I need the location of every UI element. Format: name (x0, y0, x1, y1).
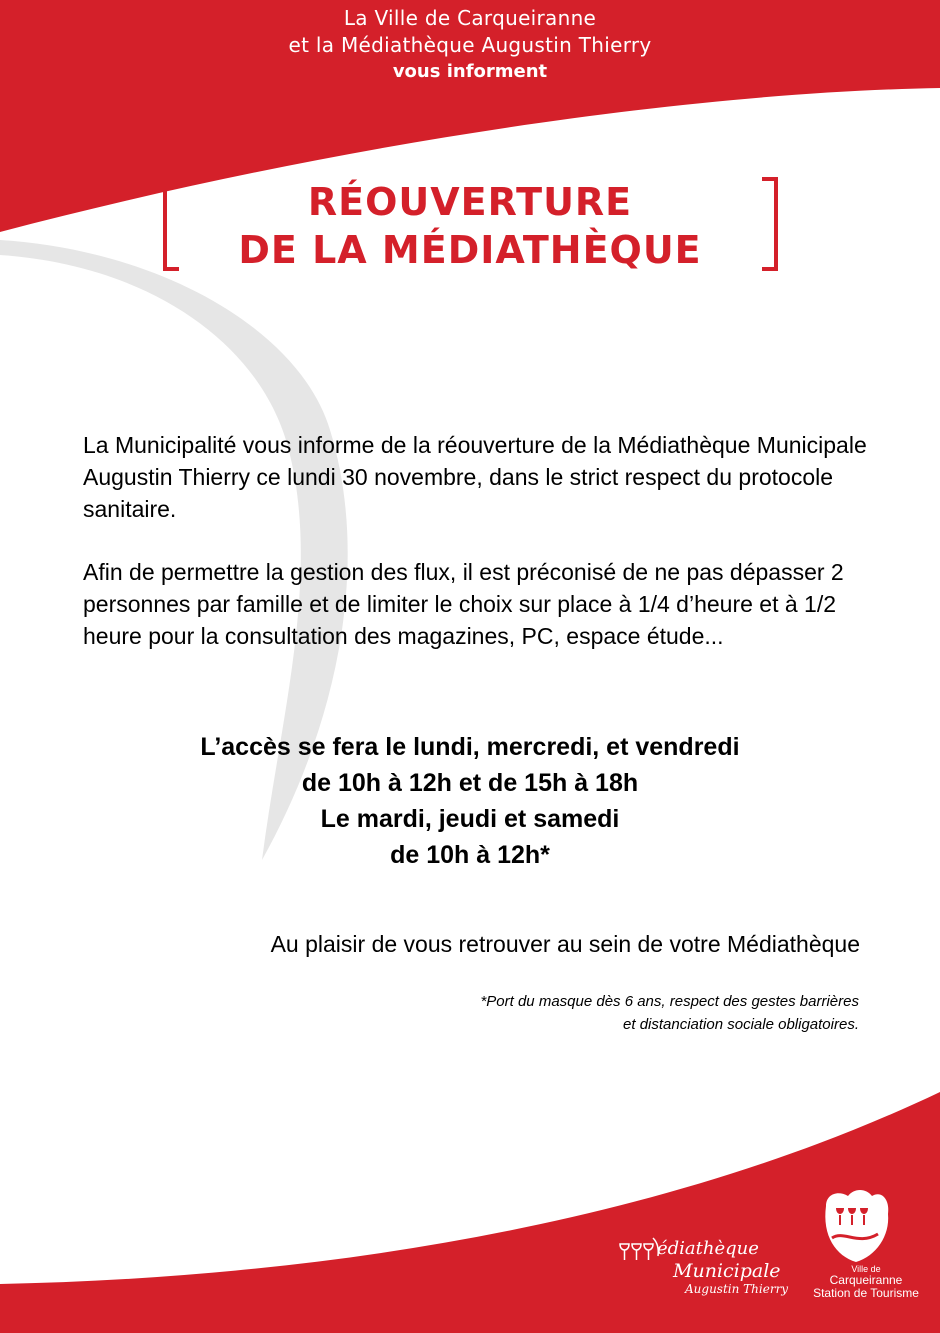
footnote-line-2: et distanciation sociale obligatoires. (623, 1016, 859, 1033)
mediatheque-logo (617, 1232, 797, 1306)
wine-glasses-icon (617, 1236, 661, 1276)
title-bracket-right (762, 177, 778, 271)
paragraph-1: La Municipalité vous informe de la réouverture de la Médiathèque Municipale Augustin Thierry ce lundi 30 novembre, dans le strict respect du protocole sanitaire. (83, 432, 867, 522)
hours-line-4: de 10h à 12h* (390, 841, 550, 869)
header-line-2: et la Médiathèque Augustin Thierry (288, 33, 652, 57)
page-title (180, 178, 760, 274)
paragraph-2: Afin de permettre la gestion des flux, il est préconisé de ne pas dépasser 2 personnes par famille et de limiter le choix sur place à 1/4 d’heure et à 1/2 heure pour la consultation des magazines, PC, espace étude... (83, 559, 844, 649)
ville-logo-line-2: Carqueiranne (829, 1273, 903, 1287)
footnote-line-1: *Port du masque dès 6 ans, respect des gestes barrières (480, 993, 859, 1010)
header-line-1: La Ville de Carqueiranne (343, 6, 597, 30)
ville-logo-line-1: Ville de (851, 1264, 881, 1274)
opening-hours (0, 729, 940, 873)
mediatheque-logo-line-2: Municipale (673, 1260, 781, 1282)
mediatheque-logo-line-3: Augustin Thierry (685, 1282, 789, 1296)
title-line-1: RÉOUVERTURE (307, 180, 633, 224)
header-line-3: vous informent (392, 61, 548, 82)
footnote (480, 990, 859, 1036)
closing-line: Au plaisir de vous retrouver au sein de votre Médiathèque (270, 931, 860, 957)
ville-logo-line-3: Station de Tourisme (813, 1286, 919, 1300)
body-text (83, 429, 873, 652)
header (0, 5, 940, 85)
hours-line-3: Le mardi, jeudi et samedi (320, 805, 620, 833)
hours-line-1: L’accès se fera le lundi, mercredi, et vendredi (200, 733, 740, 761)
hours-line-2: de 10h à 12h et de 15h à 18h (301, 769, 639, 797)
carqueiranne-crest-icon (818, 1186, 894, 1264)
ville-logo (796, 1186, 919, 1306)
title-line-2: DE LA MÉDIATHÈQUE (238, 228, 702, 272)
title-bracket-left (163, 177, 179, 271)
mediatheque-logo-line-1: édiathèque (657, 1238, 759, 1259)
